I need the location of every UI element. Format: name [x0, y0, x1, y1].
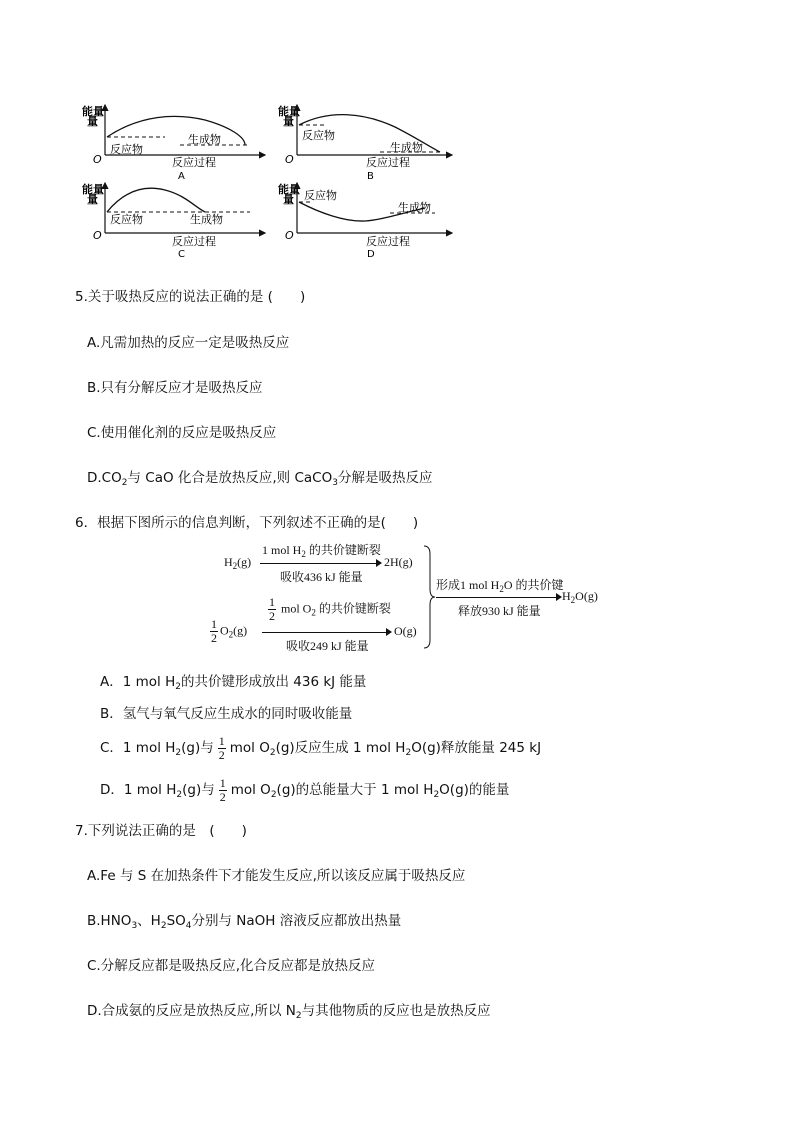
water-arrow [436, 597, 558, 598]
diagram-c [82, 182, 265, 260]
q5-option-d[interactable]: $D.CO_2$与 CaO 化合是放热反应,则 CaCO$_3$分解是吸热反应 [87, 470, 433, 488]
amount-label: 量 [87, 115, 98, 128]
q6-stem: 6．根据下图所示的信息判断，下列叙述不正确的是( ) [75, 515, 419, 531]
energy-label: 能量 [82, 183, 104, 196]
reactant-label: 反应物 [110, 143, 143, 156]
q5-option-b[interactable]: B.只有分解反应才是吸热反应 [87, 380, 263, 396]
arrow-head [376, 559, 382, 567]
reaction-scheme [210, 540, 610, 652]
o2-absorb-label: 吸收249 kJ 能量 [286, 639, 369, 653]
diagram-b [278, 104, 452, 182]
water-release-label: 释放930 kJ 能量 [458, 604, 541, 618]
h2-species: $H_2(g)$ [224, 555, 252, 571]
o2-species: $\frac{1}{2}$ $O_2(g)$ [211, 617, 248, 645]
one-half-fraction: $\frac{1}{2}$ [219, 775, 226, 804]
q7-option-d[interactable]: D.合成氨的反应是放热反应,所以 $N_2$与其他物质的反应也是放热反应 [87, 1003, 491, 1021]
panel-label-b: B [367, 171, 374, 182]
amount-label: 量 [87, 193, 98, 206]
o2-arrow [262, 632, 388, 633]
product-label: 生成物 [188, 133, 221, 146]
one-half-fraction: $\frac{1}{2}$ [218, 733, 225, 762]
process-label: 反应过程 [366, 235, 410, 248]
q6-option-a[interactable]: A．1 mol $H_2$的共价键形成放出 436 kJ 能量 [100, 674, 367, 692]
origin-label: O [93, 229, 102, 242]
amount-label: 量 [283, 115, 294, 128]
product-label: 生成物 [398, 201, 431, 214]
water-product: $H_2O(g)$ [562, 589, 598, 605]
diagram-a [82, 104, 265, 182]
product-label: 生成物 [390, 141, 423, 154]
q6-option-c[interactable]: C．1 mol $H_2(g)$与 $\frac{1}{2}$ mol $O_2(g)$反应生成 1 mol $H_2O(g)$释放能量 245 kJ [100, 733, 542, 762]
reactant-label: 反应物 [110, 213, 143, 226]
h2-absorb-label: 吸收436 kJ 能量 [280, 570, 363, 584]
h2-break-label: 1 mol $H_2$ 的共价键断裂 [262, 543, 381, 559]
q5-option-c[interactable]: C.使用催化剂的反应是吸热反应 [87, 425, 277, 441]
panel-label-c: C [178, 249, 185, 260]
o2-break-label: $\frac{1}{2}$ mol $O_2$ 的共价键断裂 [269, 595, 391, 623]
origin-label: O [93, 153, 102, 166]
h2-arrow [260, 563, 378, 564]
q7-stem: 7.下列说法正确的是 ( ) [75, 823, 247, 839]
reactant-label: 反应物 [304, 189, 337, 202]
q6-option-d[interactable]: D．1 mol $H_2(g)$与 $\frac{1}{2}$ mol $O_2(g)$的总能量大于 1 mol $H_2O(g)$的能量 [100, 775, 510, 804]
q6-option-b[interactable]: B．氢气与氧气反应生成水的同时吸收能量 [100, 706, 353, 722]
reactant-label: 反应物 [302, 129, 335, 142]
h-atoms: 2H(g) [384, 555, 413, 569]
diagram-d [278, 182, 452, 260]
panel-label-a: A [178, 171, 185, 182]
energy-label: 能量 [278, 183, 300, 196]
energy-label: 能量 [82, 105, 104, 118]
process-label: 反应过程 [172, 156, 216, 169]
amount-label: 量 [283, 193, 294, 206]
q7-option-c[interactable]: C.分解反应都是吸热反应,化合反应都是放热反应 [87, 958, 376, 974]
process-label: 反应过程 [366, 156, 410, 169]
energy-label: 能量 [278, 105, 300, 118]
energy-diagrams [80, 95, 460, 265]
origin-label: O [285, 229, 294, 242]
q5-stem: 5.关于吸热反应的说法正确的是 ( ) [75, 289, 306, 305]
arrow-head [386, 628, 392, 636]
o-atoms: O(g) [394, 624, 417, 638]
panel-label-d: D [367, 249, 375, 260]
water-form-label: 形成1 mol $H_2O$ 的共价键 [436, 578, 564, 594]
q5-option-a[interactable]: A.凡需加热的反应一定是吸热反应 [87, 335, 290, 351]
brace [422, 544, 436, 650]
product-label: 生成物 [190, 213, 223, 226]
process-label: 反应过程 [172, 235, 216, 248]
origin-label: O [285, 153, 294, 166]
q7-option-b[interactable]: $B.HNO_3$、$H_2SO_4$分别与 NaOH 溶液反应都放出热量 [87, 913, 402, 931]
q7-option-a[interactable]: A.Fe 与 S 在加热条件下才能发生反应,所以该反应属于吸热反应 [87, 868, 466, 884]
